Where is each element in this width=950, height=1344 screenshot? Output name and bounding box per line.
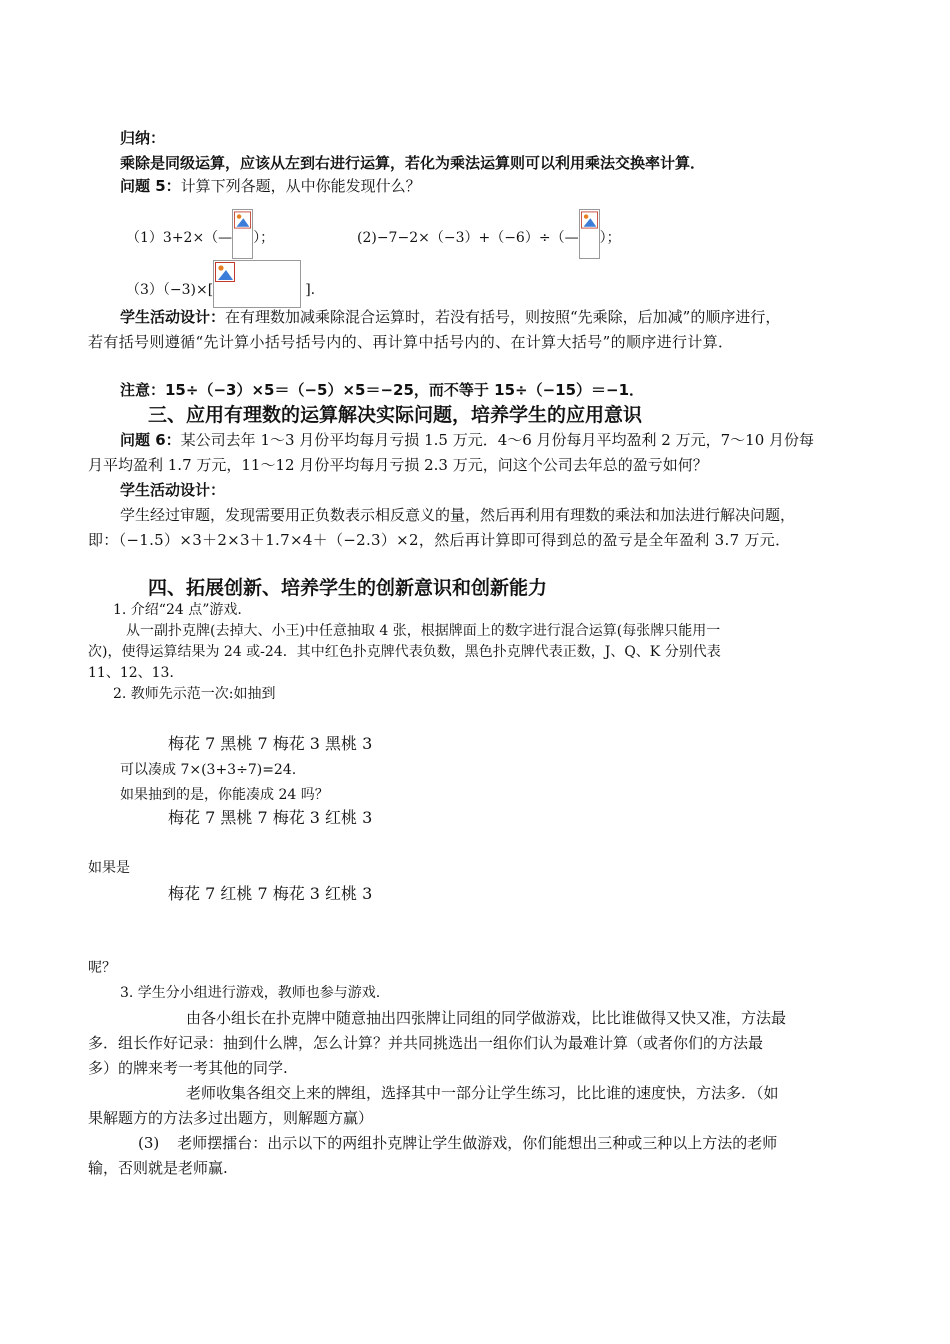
question-6-label: 问题 6： — [120, 431, 181, 449]
activity-2-line-1: 学生经过审题，发现需要用正负数表示相反意义的量，然后再利用有理数的乘法和加法进行解决问题， — [120, 506, 796, 524]
summary-label: 归纳： — [120, 129, 166, 147]
q5-item-3-post: ]. — [305, 282, 316, 298]
if-label: 如果是 — [88, 860, 130, 876]
image-placeholder-icon — [215, 262, 235, 282]
q5-item-1-pre: （1）3+2×（— — [126, 230, 233, 246]
step-3-p1-line-1: 由各小组长在扑克牌中随意抽出四张牌让同组的同学做游戏，比比谁做得又快又准，方法最 — [186, 1009, 787, 1027]
section-3-title: 三、应用有理数的运算解决实际问题，培养学生的应用意识 — [148, 404, 643, 426]
question-5-text: 计算下列各题，从中你能发现什么？ — [180, 177, 421, 195]
q5-item-1 — [126, 213, 274, 263]
cards-set-3: 梅花 7 红桃 7 梅花 3 红桃 3 — [168, 884, 373, 903]
activity-1-line-2: 若有括号则遵循“先计算小括号括号内的、再计算中括号内的、在计算大括号”的顺序进行计算． — [88, 333, 734, 351]
q5-item-2-post: ）； — [599, 230, 621, 246]
activity-1-text: 在有理数加减乘除混合运算时，若没有括号，则按照“先乘除，后加减”的顺序进行， — [225, 308, 781, 326]
q5-item-2-pre: (2)−7−2×（−3）+（−6）÷（— — [357, 230, 579, 246]
cards-set-2: 梅花 7 黑桃 7 梅花 3 红桃 3 — [168, 808, 373, 827]
question-5-label: 问题 5： — [120, 177, 181, 195]
question-6-text: 某公司去年 1～3 月份平均每月亏损 1.5 万元．4～6 月份每月平均盈利 2 万元，7～10 月份每 — [180, 431, 815, 449]
activity-1-label: 学生活动设计： — [120, 308, 226, 326]
step-3-p2-line-2: 果解题方的方法多过出题方，则解题方赢） — [88, 1109, 374, 1127]
game-rule-line-2: 次)，使得运算结果为 24 或-24．其中红色扑克牌代表负数，黑色扑克牌代表正数，J、Q、K 分别代表 — [88, 644, 721, 660]
expression-image — [213, 260, 301, 308]
question-5 — [120, 176, 421, 196]
question-6-line-1 — [120, 430, 814, 450]
fraction-image — [232, 209, 253, 259]
game-demo: 2. 教师先示范一次:如抽到 — [113, 686, 276, 702]
step-3-title: 3. 学生分小组进行游戏，教师也参与游戏. — [120, 985, 381, 1001]
ne-text: 呢？ — [88, 960, 116, 976]
activity-1-line-1 — [120, 307, 780, 327]
activity-2-line-2: 即：（−1.5）×3＋2×3＋1.7×4＋（−2.3）×2，然后再计算即可得到总的盈亏是全年盈利 3.7 万元． — [88, 531, 791, 549]
step-3-p1-line-2: 多．组长作好记录：抽到什么牌，怎么计算？并共同挑选出一组你们认为最难计算（或者你们的方法最 — [88, 1034, 764, 1052]
summary-text: 乘除是同级运算，应该从左到右进行运算，若化为乘法运算则可以利用乘法交换率计算． — [120, 154, 706, 172]
section-4-title: 四、拓展创新、培养学生的创新意识和创新能力 — [148, 577, 548, 599]
image-placeholder-icon — [234, 211, 251, 229]
game-intro: 1. 介绍“24 点”游戏. — [113, 602, 242, 618]
game-question: 如果抽到的是，你能凑成 24 吗？ — [120, 787, 329, 803]
demo-solution: 可以凑成 7×(3+3÷7)=24. — [120, 762, 297, 778]
q5-item-2 — [357, 213, 621, 263]
q5-item-1-post: ）； — [253, 230, 275, 246]
step-3-p1-line-3: 多）的牌来考一考其他的同学. — [88, 1059, 288, 1077]
game-rule-line-3: 11、12、13． — [88, 665, 184, 681]
step-3-p3-line-2: 输，否则就是老师赢. — [88, 1159, 228, 1177]
fraction-image — [579, 209, 600, 259]
cards-set-1: 梅花 7 黑桃 7 梅花 3 黑桃 3 — [168, 734, 373, 753]
activity-2-label: 学生活动设计： — [120, 481, 226, 499]
note: 注意：15÷（−3）×5＝（−5）×5＝−25，而不等于 15÷（−15）＝−1． — [120, 381, 645, 399]
step-3-p2-line-1: 老师收集各组交上来的牌组，选择其中一部分让学生练习，比比谁的速度快，方法多．（如 — [186, 1084, 779, 1102]
step-3-p3-text: 老师摆擂台：出示以下的两组扑克牌让学生做游戏，你们能想出三种或三种以上方法的老师 — [177, 1134, 778, 1152]
q5-item-3-pre: （3）（−3)×[ — [126, 282, 214, 298]
image-placeholder-icon — [581, 211, 598, 229]
step-3-p3-number: (3) — [138, 1134, 160, 1152]
question-6-line-2: 月平均盈利 1.7 万元，11～12 月份平均每月亏损 2.3 万元，问这个公司去年总的盈亏如何？ — [88, 456, 708, 474]
step-3-p3-line-1 — [138, 1133, 777, 1153]
game-rule-line-1: 从一副扑克牌(去掉大、小王)中任意抽取 4 张，根据牌面上的数字进行混合运算(每张牌只能用一 — [126, 623, 721, 639]
